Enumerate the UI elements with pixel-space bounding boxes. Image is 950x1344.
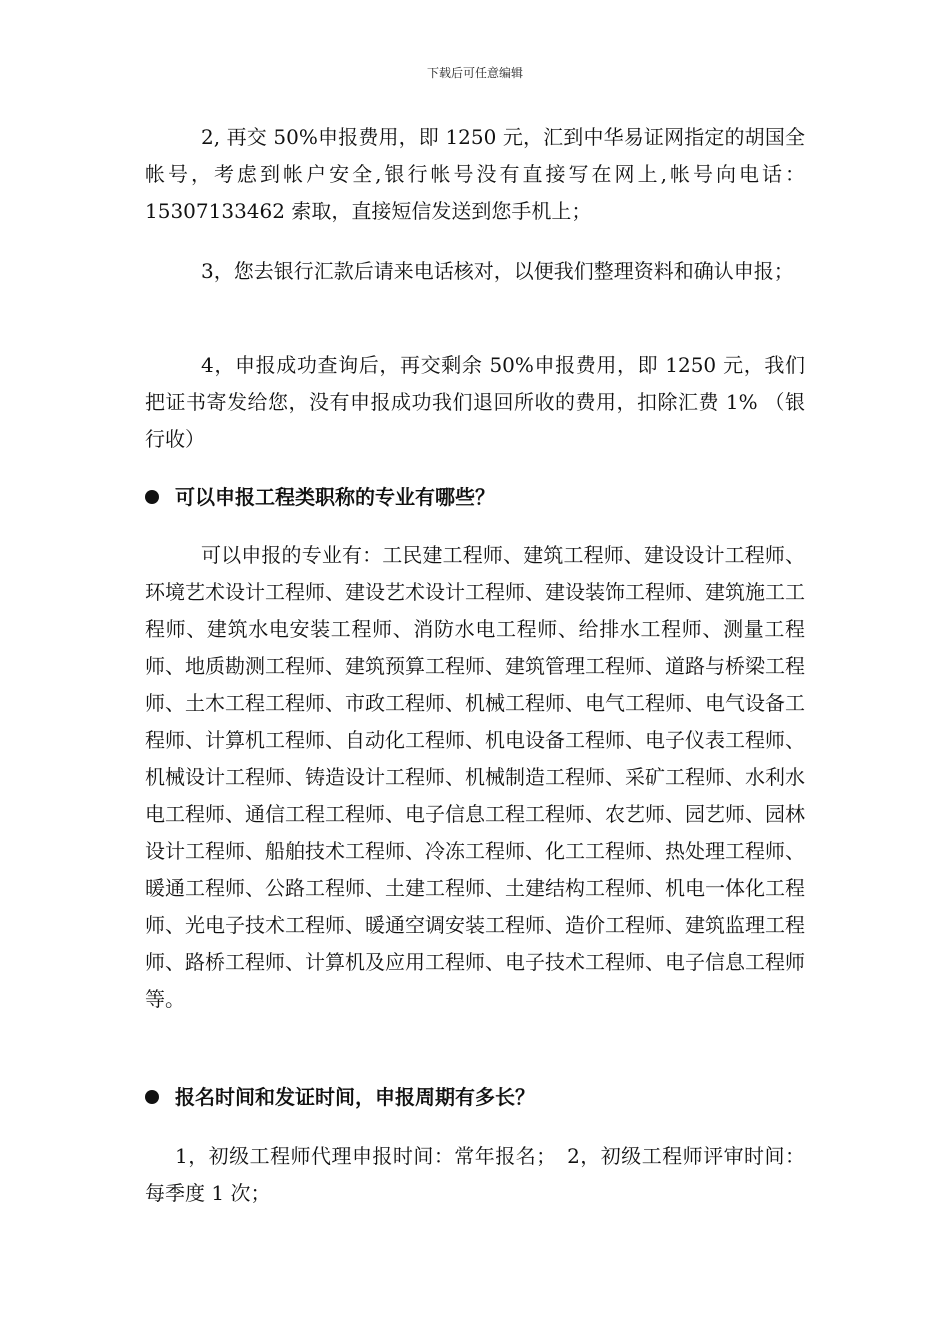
page-header: 下载后可任意编辑: [426, 66, 523, 80]
paragraph-schedule: 1，初级工程师代理申报时间：常年报名； 2，初级工程师评审时间：每季度 1 次；: [145, 1144, 805, 1205]
paragraph-payment-step-4: 4，申报成功查询后，再交剩余 50%申报费用，即 1250 元，我们把证书寄发给您，没有申报成功我们退回所收的费用，扣除汇费 1% （银行收）: [145, 353, 805, 451]
section-heading-schedule-text: 报名时间和发证时间，申报周期有多长？: [175, 1085, 535, 1109]
bullet-icon: [145, 1090, 159, 1104]
paragraph-majors-list: 可以申报的专业有：工民建工程师、建筑工程师、建设设计工程师、环境艺术设计工程师、建设艺术设计工程师、建设装饰工程师、建筑施工工程师、建筑水电安装工程师、消防水电工程师、给排水工程师、测量工程师、地质勘测工程师、建筑预算工程师、建筑管理工程师、道路与桥梁工程师、土木工程工程师、市政工程师、机械工程师、电气工程师、电气设备工程师、计算机工程师、自动化工程师、机电设备工程师、电子仪表工程师、机械设计工程师、铸造设计工程师、机械制造工程师、采矿工程师、水利水电工程师、通信工程工程师、电子信息工程工程师、农艺师、园艺师、园林设计工程师、船舶技术工程师、冷冻工程师、化工工程师、热处理工程师、暖通工程师、公路工程师、土建工程师、土建结构工程师、机电一体化工程师、光电子技术工程师、暖通空调安装工程师、造价工程师、建筑监理工程师、路桥工程师、计算机及应用工程师、电子技术工程师、电子信息工程师等。: [145, 543, 805, 1011]
section-heading-majors: [145, 482, 805, 512]
section-heading-majors-text: 可以申报工程类职称的专业有哪些？: [175, 485, 495, 509]
section-heading-schedule: [145, 1082, 805, 1112]
paragraph-payment-step-2: 2, 再交 50%申报费用，即 1250 元，汇到中华易证网指定的胡国全帐号，考虑到帐户安全,银行帐号没有直接写在网上,帐号向电话：15307133462 索取，直接短信发送到您手机上；: [145, 125, 805, 223]
bullet-icon: [145, 490, 159, 504]
paragraph-payment-step-3: 3，您去银行汇款后请来电话核对，以便我们整理资料和确认申报；: [201, 259, 794, 283]
